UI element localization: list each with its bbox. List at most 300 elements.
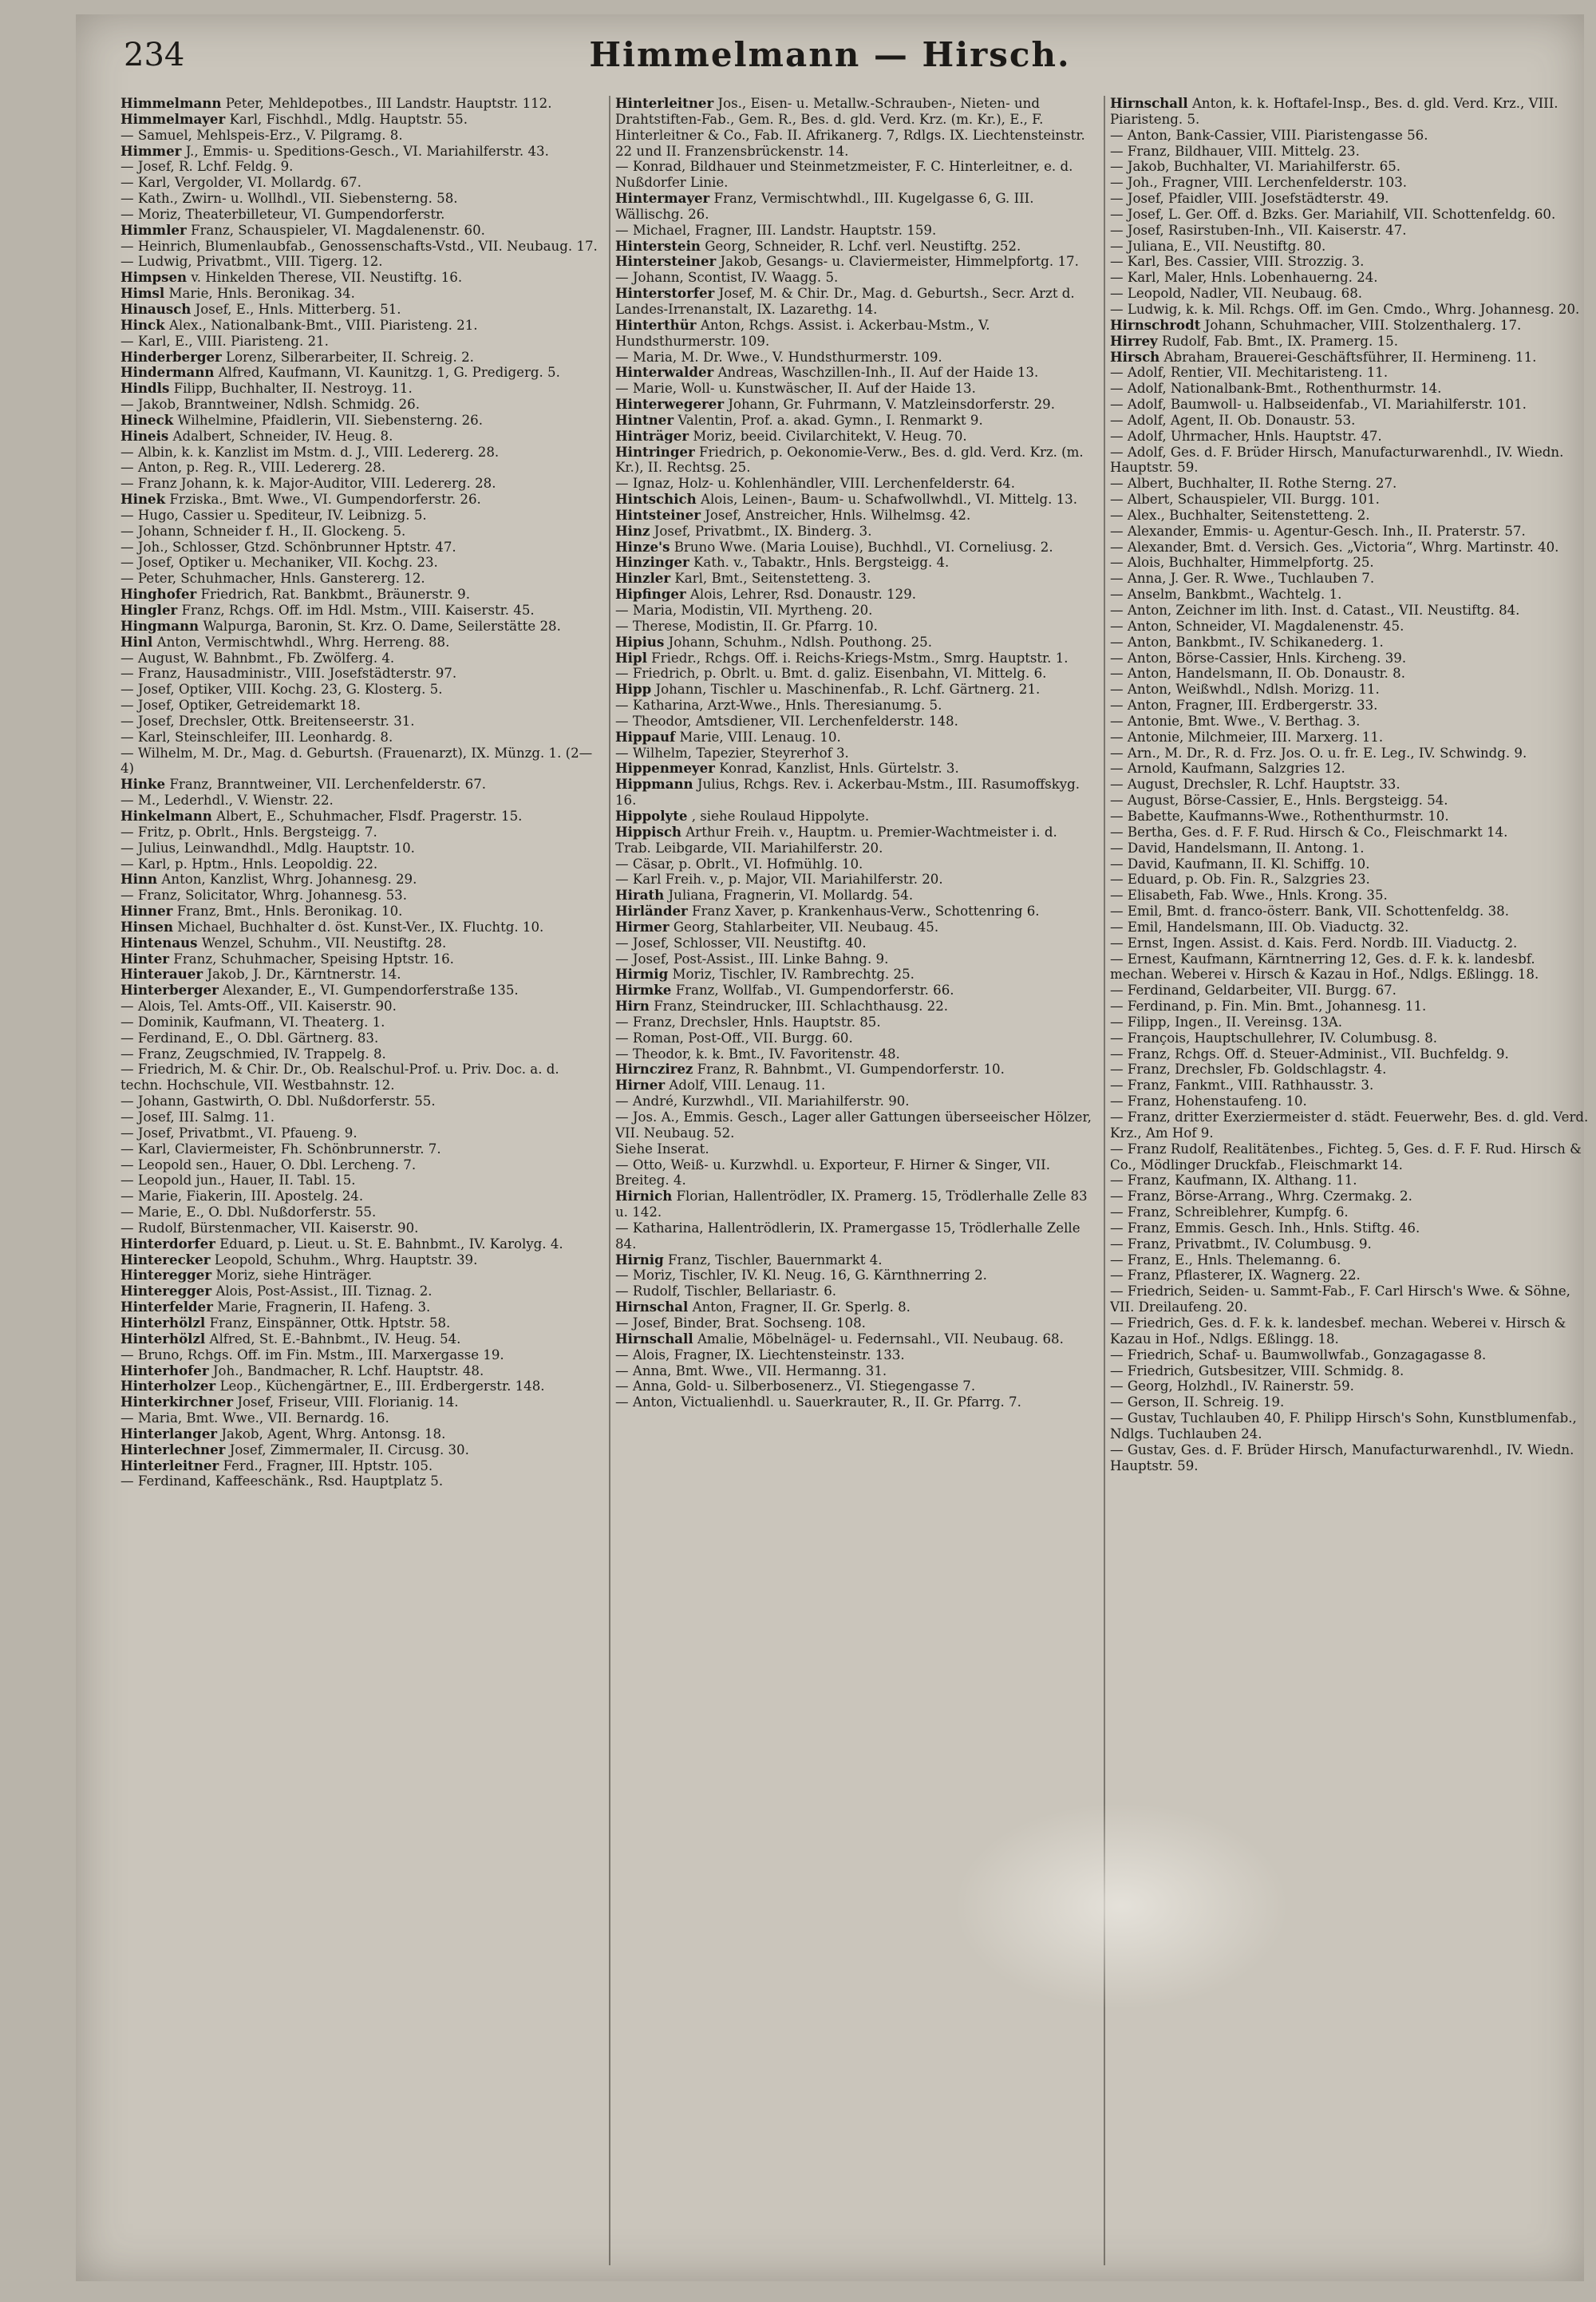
directory-entry <box>1110 1268 1590 1284</box>
entry-details: Bruno Wwe. (Maria Louise), Buchhdl., VI. Corneliusg. 2. <box>674 539 1053 555</box>
directory-entry <box>615 445 1096 477</box>
entry-details: Karl, Bmt., Seitenstetteng. 3. <box>674 571 871 587</box>
entry-surname: Hinkelmann <box>120 807 212 824</box>
entry-surname: Hirländer <box>615 903 688 920</box>
entry-surname: Hipfinger <box>615 586 686 603</box>
directory-entry <box>120 587 601 603</box>
entry-details: — Adolf, Agent, II. Ob. Donaustr. 53. <box>1110 412 1356 428</box>
directory-entry <box>120 666 601 682</box>
entry-surname: Hinek <box>120 491 166 508</box>
entry-surname: Hinteregger <box>120 1283 212 1299</box>
directory-entry <box>1110 1220 1590 1236</box>
entry-details: — Anton, Bankbmt., IV. Schikanederg. 1. <box>1110 634 1384 650</box>
entry-details: — Gustav, Ges. d. F. Brüder Hirsch, Manufacturwarenhdl., IV. Wiedn. Hauptstr. 59. <box>1110 1442 1574 1473</box>
directory-entry <box>120 746 601 777</box>
entry-surname: Hinzler <box>615 570 671 587</box>
entry-details: — Alois, Tel. Amts-Off., VII. Kaiserstr. 90. <box>120 999 397 1015</box>
entry-surname: Hintsteiner <box>615 506 701 523</box>
directory-entry <box>1110 841 1590 856</box>
entry-details: Wenzel, Schuhm., VII. Neustiftg. 28. <box>201 935 447 951</box>
entry-details: — Roman, Post-Off., VII. Burgg. 60. <box>615 1030 853 1046</box>
entry-details: — Johann, Gastwirth, O. Dbl. Nußdorferstr. 55. <box>120 1094 436 1109</box>
directory-entry <box>120 825 601 841</box>
entry-surname: Hirner <box>615 1077 666 1094</box>
directory-entry <box>1110 1204 1590 1220</box>
entry-details: Alfred, St. E.-Bahnbmt., IV. Heug. 54. <box>209 1331 461 1347</box>
directory-entry <box>120 904 601 920</box>
entry-details: — Alex., Buchhalter, Seitenstetteng. 2. <box>1110 507 1370 523</box>
entry-details: — Jakob, Branntweiner, Ndlsh. Schmidg. 26. <box>120 397 420 413</box>
directory-entry <box>615 1094 1096 1109</box>
entry-details: — Ferdinand, Kaffeeschänk., Rsd. Hauptplatz 5. <box>120 1473 444 1489</box>
directory-entry <box>615 1062 1096 1078</box>
directory-entry <box>615 476 1096 492</box>
directory-entry <box>1110 666 1590 682</box>
directory-entry <box>615 1268 1096 1284</box>
entry-surname: Hirsch <box>1110 348 1160 365</box>
entry-details: — Leopold jun., Hauer, II. Tabl. 15. <box>120 1173 356 1189</box>
directory-entry <box>1110 223 1590 239</box>
entry-details: — Ignaz, Holz- u. Kohlenhändler, VIII. Lerchenfelderstr. 64. <box>615 476 1015 492</box>
directory-entry <box>615 651 1096 666</box>
directory-entry <box>615 1015 1096 1030</box>
directory-entry <box>1110 1015 1590 1030</box>
entry-details: — M., Lederhdl., V. Wienstr. 22. <box>120 793 334 809</box>
directory-entry <box>1110 983 1590 999</box>
entry-surname: Hirnschall <box>615 1330 693 1347</box>
entry-details: — Rudolf, Tischler, Bellariastr. 6. <box>615 1284 837 1299</box>
entry-details: — Albin, k. k. Kanzlist im Mstm. d. J., VIII. Ledererg. 28. <box>120 444 500 460</box>
directory-entry <box>1110 999 1590 1015</box>
entry-details: — Anton, Bank-Cassier, VIII. Piaristengasse 56. <box>1110 127 1428 143</box>
entry-details: — Theodor, k. k. Bmt., IV. Favoritenstr. 48. <box>615 1046 900 1062</box>
entry-details: — Adolf, Ges. d. F. Brüder Hirsch, Manufacturwarenhdl., IV. Wiedn. Hauptstr. 59. <box>1110 444 1564 476</box>
entry-surname: Himmer <box>120 142 182 159</box>
entry-details: Josef, M. & Chir. Dr., Mag. d. Geburtsh., Secr. Arzt d. Landes-Irrenanstalt, IX. Lazarethg. 14. <box>615 286 1075 317</box>
directory-entry <box>615 350 1096 366</box>
entry-details: — Marie, Woll- u. Kunstwäscher, II. Auf der Haide 13. <box>615 381 976 397</box>
paper-stain <box>954 1802 1289 2010</box>
entry-details: — Ferdinand, E., O. Dbl. Gärtnerg. 83. <box>120 1030 379 1046</box>
entry-details: — Joh., Fragner, VIII. Lerchenfelderstr. 103. <box>1110 175 1408 191</box>
entry-details: Eduard, p. Lieut. u. St. E. Bahnbmt., IV. Karolyg. 4. <box>219 1236 563 1252</box>
entry-surname: Hingmann <box>120 617 200 634</box>
entry-details: — Cäsar, p. Obrlt., VI. Hofmühlg. 10. <box>615 856 863 872</box>
entry-details: — Karl, p. Hptm., Hnls. Leopoldig. 22. <box>120 856 378 872</box>
entry-details: Alfred, Kaufmann, VI. Kaunitzg. 1, G. Predigerg. 5. <box>218 365 560 381</box>
directory-entry <box>120 302 601 318</box>
entry-details: Juliana, Fragnerin, VI. Mollardg. 54. <box>668 888 914 904</box>
directory-entry <box>615 888 1096 904</box>
entry-surname: Hinterwegerer <box>615 396 725 413</box>
entry-details: — Anton, Weißwhdl., Ndlsh. Morizg. 11. <box>1110 682 1380 698</box>
directory-entry <box>120 540 601 556</box>
entry-details: Friedr., Rchgs. Off. i. Reichs-Kriegs-Mstm., Smrg. Hauptstr. 1. <box>651 650 1069 666</box>
entry-details: — Josef, L. Ger. Off. d. Bzks. Ger. Mariahilf, VII. Schottenfeldg. 60. <box>1110 206 1556 222</box>
entry-details: — Bruno, Rchgs. Off. im Fin. Mstm., III. Marxergasse 19. <box>120 1347 504 1363</box>
directory-entry <box>615 777 1096 809</box>
directory-entry <box>120 1315 601 1331</box>
entry-details: — Adolf, Rentier, VII. Mechitaristeng. 11. <box>1110 365 1389 381</box>
directory-entry <box>615 1315 1096 1331</box>
entry-surname: Hirnschal <box>615 1299 689 1315</box>
entry-details: — Franz, Börse-Arrang., Whrg. Czermakg. 2. <box>1110 1189 1412 1204</box>
entry-details: Joh., Bandmacher, R. Lchf. Hauptstr. 48. <box>212 1363 484 1378</box>
entry-surname: Hinter <box>120 950 170 967</box>
entry-details: — Franz, Pflasterer, IX. Wagnerg. 22. <box>1110 1268 1361 1284</box>
directory-entry <box>120 1236 601 1252</box>
directory-entry <box>1110 318 1590 334</box>
entry-details: Moriz, Tischler, IV. Rambrechtg. 25. <box>672 967 915 983</box>
entry-surname: Hirnschall <box>1110 96 1188 111</box>
entry-surname: Hipius <box>615 633 665 650</box>
directory-entry <box>615 413 1096 429</box>
entry-details: — Emil, Bmt. d. franco-österr. Bank, VII. Schottenfeldg. 38. <box>1110 904 1509 920</box>
directory-entry <box>615 555 1096 571</box>
directory-entry <box>1110 144 1590 160</box>
directory-entry <box>615 365 1096 381</box>
entry-details: — Adolf, Baumwoll- u. Halbseidenfab., VI. Mariahilferstr. 101. <box>1110 397 1527 413</box>
entry-details: — Franz, E., Hnls. Thelemanng. 6. <box>1110 1252 1341 1268</box>
directory-entry <box>1110 413 1590 429</box>
directory-entry <box>1110 619 1590 635</box>
entry-details: Jakob, J. Dr., Kärntnerstr. 14. <box>207 967 401 983</box>
entry-surname: Hinterthür <box>615 316 697 333</box>
directory-entry <box>120 809 601 825</box>
entry-details: — Karl Freih. v., p. Major, VII. Mariahilferstr. 20. <box>615 872 943 888</box>
directory-entry <box>120 841 601 856</box>
directory-entry <box>120 1331 601 1347</box>
entry-details: — Adolf, Nationalbank-Bmt., Rothenthurmstr. 14. <box>1110 381 1442 397</box>
entry-surname: Hinl <box>120 633 153 650</box>
entry-details: — Marie, Fiakerin, III. Apostelg. 24. <box>120 1189 364 1204</box>
directory-entry <box>1110 476 1590 492</box>
entry-surname: Hinträger <box>615 427 689 444</box>
directory-entry <box>1110 1109 1590 1141</box>
entry-details: — Otto, Weiß- u. Kurzwhdl. u. Exporteur, F. Hirner & Singer, VII. Breiteg. 4. <box>615 1157 1051 1189</box>
directory-entry <box>1110 1442 1590 1474</box>
entry-surname: Hinze's <box>615 538 670 555</box>
directory-entry <box>120 1426 601 1442</box>
entry-details: Ferd., Fragner, III. Hptstr. 105. <box>223 1458 433 1473</box>
entry-details: Moriz, siehe Hinträger. <box>215 1268 373 1284</box>
directory-entry <box>120 1378 601 1394</box>
directory-entry <box>120 698 601 714</box>
entry-details: — Josef, Privatbmt., VI. Pfaueng. 9. <box>120 1125 358 1141</box>
entry-details: — Karl, Claviermeister, Fh. Schönbrunnerstr. 7. <box>120 1141 441 1157</box>
directory-entry <box>1110 397 1590 413</box>
directory-entry <box>120 1299 601 1315</box>
entry-surname: Hinterhölzl <box>120 1314 206 1331</box>
entry-details: Alois, Post-Assist., III. Tiznag. 2. <box>215 1284 433 1299</box>
directory-entry <box>1110 1062 1590 1078</box>
directory-entry <box>120 1252 601 1268</box>
entry-details: — Theodor, Amtsdiener, VII. Lerchenfelderstr. 148. <box>615 713 958 729</box>
entry-details: Anton, Fragner, II. Gr. Sperlg. 8. <box>692 1299 911 1315</box>
directory-entry <box>1110 872 1590 888</box>
entry-surname: Himmelmayer <box>120 110 226 127</box>
directory-entry <box>1110 714 1590 730</box>
entry-details: Jakob, Agent, Whrg. Antonsg. 18. <box>221 1426 446 1442</box>
entry-surname: Hirmer <box>615 918 670 935</box>
entry-surname: Hinke <box>120 776 166 793</box>
directory-entry <box>1110 492 1590 508</box>
entry-details: — Antonie, Bmt. Wwe., V. Berthag. 3. <box>1110 713 1361 729</box>
entry-surname: Hirnschrodt <box>1110 316 1201 333</box>
directory-entry <box>1110 587 1590 603</box>
entry-details: — Anton, Handelsmann, II. Ob. Donaustr. 8. <box>1110 666 1405 682</box>
entry-surname: Himmler <box>120 221 187 238</box>
directory-entry <box>120 935 601 951</box>
entry-surname: Hintermayer <box>615 190 710 207</box>
entry-details: Franz, Vermischtwhdl., III. Kugelgasse 6, G. III. Wällischg. 26. <box>615 191 1034 222</box>
directory-entry <box>1110 682 1590 698</box>
column-1 <box>120 96 601 2265</box>
entry-details: Adalbert, Schneider, IV. Heug. 8. <box>172 428 393 444</box>
entry-details: Marie, VIII. Lenaug. 10. <box>679 729 841 745</box>
directory-entry <box>120 682 601 698</box>
directory-entry <box>1110 254 1590 270</box>
directory-entry <box>615 540 1096 556</box>
entry-details: — Therese, Modistin, II. Gr. Pfarrg. 10. <box>615 618 878 634</box>
directory-entry <box>120 1030 601 1046</box>
entry-surname: Hinterleitner <box>120 1457 219 1473</box>
directory-entry <box>120 318 601 334</box>
directory-entry <box>615 191 1096 223</box>
entry-surname: Hinzinger <box>615 554 689 571</box>
entry-details: — Konrad, Bildhauer und Steinmetzmeister, F. C. Hinterleitner, e. d. Nußdorfer Linie. <box>615 159 1073 191</box>
directory-entry <box>1110 445 1590 477</box>
directory-entry <box>1110 1284 1590 1315</box>
directory-entry <box>120 1046 601 1062</box>
entry-details: — Alexander, Bmt. d. Versich. Ges. „Victoria“, Whrg. Martinstr. 40. <box>1110 539 1559 555</box>
entry-surname: Hindls <box>120 380 170 397</box>
entry-details: Johann, Schuhmacher, VIII. Stolzenthalerg. 17. <box>1204 317 1522 333</box>
entry-details: — Johann, Scontist, IV. Waagg. 5. <box>615 270 839 286</box>
entry-details: — Heinrich, Blumenlaubfab., Genossenschafts-Vstd., VII. Neubaug. 17. <box>120 238 598 254</box>
entry-details: — Wilhelm, M. Dr., Mag. d. Geburtsh. (Frauenarzt), IX. Münzg. 1. (2—4) <box>120 745 593 777</box>
entry-details: Karl, Fischhdl., Mdlg. Hauptstr. 55. <box>229 111 468 127</box>
entry-details: , siehe Roulaud Hippolyte. <box>691 808 870 824</box>
entry-details: — Moriz, Theaterbilleteur, VI. Gumpendorferstr. <box>120 206 445 222</box>
directory-entry <box>120 571 601 587</box>
directory-entry <box>120 1473 601 1489</box>
entry-surname: Hinner <box>120 903 173 920</box>
directory-entry <box>120 1189 601 1204</box>
directory-entry <box>120 1363 601 1379</box>
directory-entry <box>1110 635 1590 651</box>
entry-details: — Alexander, Emmis- u. Agentur-Gesch. Inh., II. Praterstr. 57. <box>1110 523 1526 539</box>
entry-details: — Josef, III. Salmg. 11. <box>120 1109 275 1125</box>
directory-entry <box>1110 1141 1590 1173</box>
entry-surname: Hippisch <box>615 823 682 840</box>
directory-entry <box>615 698 1096 714</box>
entry-surname: Hinderberger <box>120 348 222 365</box>
directory-entry <box>120 1094 601 1109</box>
entry-details: — Anton, Victualienhdl. u. Sauerkrauter, R., II. Gr. Pfarrg. 7. <box>615 1394 1021 1410</box>
directory-entry <box>1110 1394 1590 1410</box>
directory-entry <box>120 1394 601 1410</box>
entry-details: Johann, Gr. Fuhrmann, V. Matzleinsdorferstr. 29. <box>728 397 1056 413</box>
directory-entry <box>1110 777 1590 793</box>
directory-entry <box>615 935 1096 951</box>
entry-details: — Anna, J. Ger. R. Wwe., Tuchlauben 7. <box>1110 571 1375 587</box>
entry-surname: Hinck <box>120 316 165 333</box>
entry-details: — Friedrich, Seiden- u. Sammt-Fab., F. Carl Hirsch's Wwe. & Söhne, VII. Dreilaufeng. 20. <box>1110 1284 1570 1315</box>
entry-surname: Hirnig <box>615 1251 664 1268</box>
entry-details: — Karl, E., VIII. Piaristeng. 21. <box>120 333 329 349</box>
entry-surname: Hinterholzer <box>120 1378 216 1394</box>
entry-surname: Hintenaus <box>120 934 198 951</box>
directory-entry <box>120 555 601 571</box>
entry-details: — Peter, Schuhmacher, Hnls. Ganstererg. 12. <box>120 571 425 587</box>
entry-details: Leop., Küchengärtner, E., III. Erdbergerstr. 148. <box>219 1378 545 1394</box>
entry-details: — Ludwig, k. k. Mil. Rchgs. Off. im Gen. Cmdo., Whrg. Johannesg. 20. <box>1110 301 1580 317</box>
entry-details: Franz, Bmt., Hnls. Beronikag. 10. <box>176 904 403 920</box>
entry-details: Franz Xaver, p. Krankenhaus-Verw., Schottenring 6. <box>692 904 1040 920</box>
entry-details: — Franz, Kaufmann, IX. Althang. 11. <box>1110 1173 1357 1189</box>
directory-entry <box>120 476 601 492</box>
directory-entry <box>615 983 1096 999</box>
entry-details: — André, Kurzwhdl., VII. Mariahilferstr. 90. <box>615 1094 910 1109</box>
entry-surname: Hineis <box>120 427 169 444</box>
entry-details: Franz, Steindrucker, III. Schlachthausg. 22. <box>654 999 949 1015</box>
entry-details: — Maria, Modistin, VII. Myrtheng. 20. <box>615 603 873 618</box>
directory-entry <box>120 635 601 651</box>
entry-surname: Hintner <box>615 411 674 428</box>
directory-entry <box>120 1173 601 1189</box>
entry-details: Franz, R. Bahnbmt., VI. Gumpendorferstr. 10. <box>697 1062 1005 1078</box>
entry-details: Albert, E., Schuhmacher, Flsdf. Pragerstr. 15. <box>216 808 523 824</box>
directory-entry <box>615 1252 1096 1268</box>
directory-entry <box>615 761 1096 777</box>
entry-details: — Dominik, Kaufmann, VI. Theaterg. 1. <box>120 1014 385 1030</box>
entry-details: — Josef, Post-Assist., III. Linke Bahng. 9. <box>615 951 889 967</box>
directory-entry <box>615 666 1096 682</box>
entry-details: Franz, Branntweiner, VII. Lerchenfelderstr. 67. <box>169 777 487 793</box>
entry-details: — Julius, Leinwandhdl., Mdlg. Hauptstr. 10. <box>120 840 415 856</box>
entry-details: — Franz, Fankmt., VIII. Rathhausstr. 3. <box>1110 1078 1374 1094</box>
directory-entry <box>1110 1046 1590 1062</box>
entry-details: — Katharina, Arzt-Wwe., Hnls. Theresianumg. 5. <box>615 698 942 714</box>
directory-entry <box>615 1363 1096 1379</box>
entry-details: — Kath., Zwirn- u. Wollhdl., VII. Siebensterng. 58. <box>120 191 458 207</box>
directory-entry <box>1110 1252 1590 1268</box>
entry-details: Marie, Hnls. Beronikag. 34. <box>168 286 355 302</box>
entry-details: Arthur Freih. v., Hauptm. u. Premier-Wachtmeister i. d. Trab. Leibgarde, VII. Mariahilferstr. 20. <box>615 824 1057 856</box>
directory-entry <box>615 603 1096 619</box>
entry-details: — Anna, Gold- u. Silberbosenerz., VI. Stiegengasse 7. <box>615 1378 976 1394</box>
directory-entry <box>1110 793 1590 809</box>
entry-details: — Alois, Buchhalter, Himmelpfortg. 25. <box>1110 555 1374 571</box>
entry-details: — Anton, Fragner, III. Erdbergerstr. 33. <box>1110 698 1378 714</box>
entry-details: — Ernest, Kaufmann, Kärntnerring 12, Ges. d. F. k. k. landesbf. mechan. Weberei v. Hirsch & Kazau in Hof., Ndlgs. Eßlingg. 18. <box>1110 951 1539 983</box>
entry-details: Franz, Schuhmacher, Speising Hptstr. 16. <box>173 951 454 967</box>
directory-entry <box>120 999 601 1015</box>
directory-entry <box>615 1078 1096 1094</box>
entry-surname: Hinterdorfer <box>120 1235 215 1252</box>
entry-details: — Friedrich, Gutsbesitzer, VIII. Schmidg. 8. <box>1110 1363 1404 1378</box>
entry-surname: Hindermann <box>120 364 215 381</box>
entry-details: — Marie, E., O. Dbl. Nußdorferstr. 55. <box>120 1204 377 1220</box>
directory-entry <box>615 682 1096 698</box>
entry-details: — Wilhelm, Tapezier, Steyrerhof 3. <box>615 745 849 761</box>
entry-details: — Jakob, Buchhalter, VI. Mariahilferstr. 65. <box>1110 159 1401 175</box>
directory-entry <box>1110 1173 1590 1189</box>
directory-entry <box>120 1410 601 1426</box>
entry-details: — Ferdinand, Geldarbeiter, VII. Burgg. 67. <box>1110 983 1396 999</box>
entry-details: — Franz, Hausadministr., VIII. Josefstädterstr. 97. <box>120 666 457 682</box>
directory-entry <box>615 1141 1096 1157</box>
entry-surname: Hinterleitner <box>615 96 714 111</box>
directory-entry <box>615 254 1096 270</box>
entry-surname: Hirn <box>615 998 650 1015</box>
entry-details: Anton, Rchgs. Assist. i. Ackerbau-Mstm., V. Hundsthurmerstr. 109. <box>615 317 990 349</box>
entry-details: — Adolf, Uhrmacher, Hnls. Hauptstr. 47. <box>1110 428 1382 444</box>
entry-surname: Hirmig <box>615 966 669 983</box>
entry-details: Josef, Friseur, VIII. Florianig. 14. <box>237 1394 459 1410</box>
entry-surname: Hingler <box>120 602 178 618</box>
entry-details: Alois, Leinen-, Baum- u. Schafwollwhdl., VI. Mittelg. 13. <box>700 492 1078 508</box>
directory-entry <box>615 951 1096 967</box>
directory-entry <box>120 445 601 461</box>
directory-entry <box>1110 207 1590 223</box>
directory-entry <box>1110 1347 1590 1363</box>
entry-details: — August, Börse-Cassier, E., Hnls. Bergsteigg. 54. <box>1110 793 1448 809</box>
directory-entry <box>615 270 1096 286</box>
directory-entry <box>1110 1189 1590 1204</box>
directory-entry <box>615 714 1096 730</box>
entry-surname: Hinterberger <box>120 982 219 999</box>
entry-details: — Franz, Privatbmt., IV. Columbusg. 9. <box>1110 1236 1372 1252</box>
directory-entry <box>615 96 1096 159</box>
directory-entry <box>120 1109 601 1125</box>
entry-details: Franz, Tischler, Bauernmarkt 4. <box>667 1252 883 1268</box>
directory-entry <box>615 1157 1096 1189</box>
entry-details: — Ludwig, Privatbmt., VIII. Tigerg. 12. <box>120 254 383 270</box>
directory-entry <box>1110 429 1590 445</box>
directory-entry <box>1110 1363 1590 1379</box>
entry-details: — Anton, Börse-Cassier, Hnls. Kircheng. 39. <box>1110 650 1407 666</box>
directory-entry <box>120 951 601 967</box>
directory-entry <box>120 286 601 302</box>
directory-entry <box>120 365 601 381</box>
directory-entry <box>120 191 601 207</box>
entry-details: Konrad, Kanzlist, Hnls. Gürtelstr. 3. <box>719 761 959 777</box>
entry-details: — Franz, Solicitator, Whrg. Johannesg. 53. <box>120 888 407 904</box>
directory-columns <box>120 96 1589 2265</box>
entry-details: Franz, Einspänner, Ottk. Hptstr. 58. <box>209 1315 451 1331</box>
entry-details: — Georg, Holzhdl., IV. Rainerstr. 59. <box>1110 1378 1354 1394</box>
entry-details: Peter, Mehldepotbes., III Landstr. Hauptstr. 112. <box>225 96 552 111</box>
directory-entry <box>1110 175 1590 191</box>
entry-details: Alois, Lehrer, Rsd. Donaustr. 129. <box>689 587 917 603</box>
directory-entry <box>615 524 1096 540</box>
directory-entry <box>120 1268 601 1284</box>
entry-surname: Hintersteiner <box>615 253 717 270</box>
entry-details: v. Hinkelden Therese, VII. Neustiftg. 16. <box>191 270 463 286</box>
directory-entry <box>120 270 601 286</box>
entry-details: — Josef, Optiker, VIII. Kochg. 23, G. Klosterg. 5. <box>120 682 443 698</box>
directory-entry <box>1110 920 1590 935</box>
directory-entry <box>1110 1078 1590 1094</box>
entry-details: Georg, Schneider, R. Lchf. verl. Neustiftg. 252. <box>705 238 1021 254</box>
entry-details: Franz, Schauspieler, VI. Magdalenenstr. 60. <box>190 222 485 238</box>
entry-details: Marie, Fragnerin, II. Hafeng. 3. <box>217 1299 431 1315</box>
entry-details: — Gustav, Tuchlauben 40, F. Philipp Hirsch's Sohn, Kunstblumenfab., Ndlgs. Tuchlauben 24. <box>1110 1410 1577 1442</box>
entry-details: Josef, Privatbmt., IX. Binderg. 3. <box>654 523 872 539</box>
entry-details: — Karl, Maler, Hnls. Lobenhauerng. 24. <box>1110 270 1378 286</box>
